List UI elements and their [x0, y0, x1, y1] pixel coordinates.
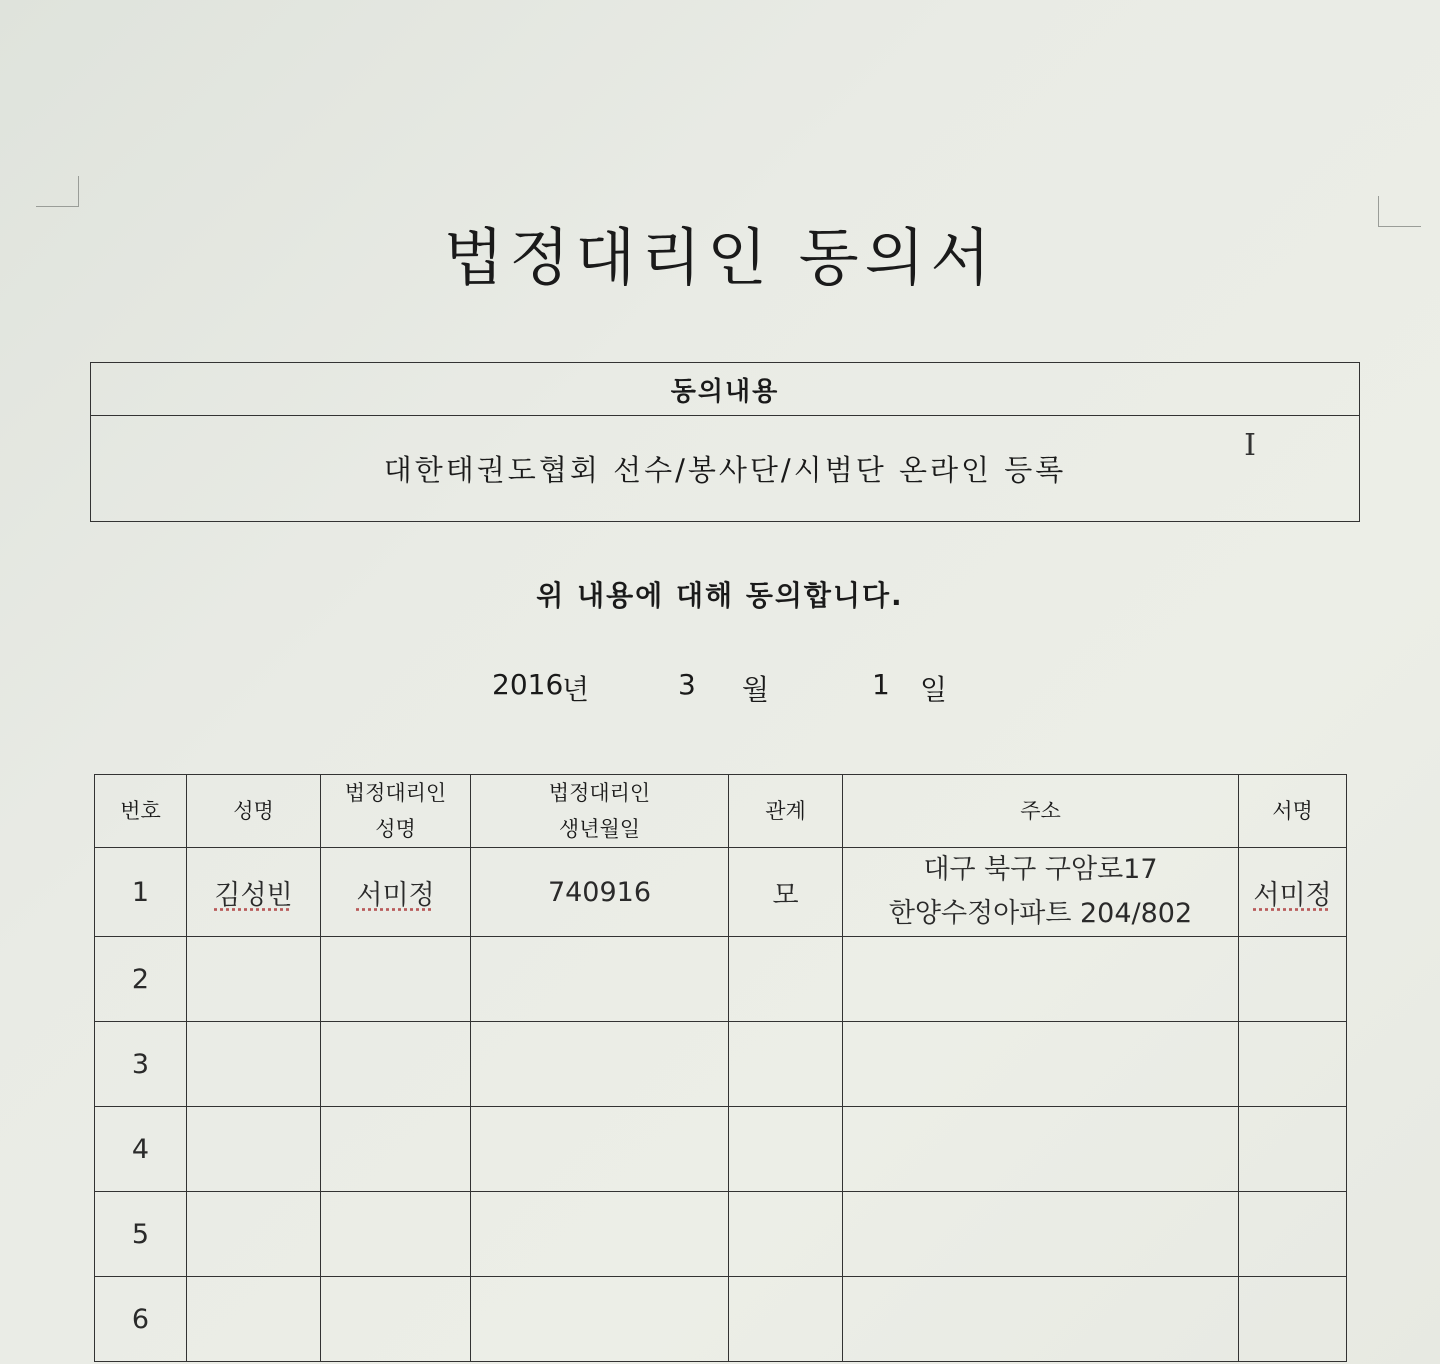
cell-name[interactable] — [187, 937, 321, 1022]
cell-no[interactable]: 6 — [95, 1277, 187, 1362]
cell-rep-birth[interactable] — [471, 1022, 729, 1107]
cell-relation[interactable] — [729, 1107, 843, 1192]
header-rep-birth-line2: 생년월일 — [558, 817, 641, 841]
cell-signature[interactable] — [1239, 1022, 1347, 1107]
cell-relation[interactable] — [729, 1022, 843, 1107]
text-cursor-icon: I — [1244, 428, 1259, 463]
cell-address[interactable] — [843, 937, 1239, 1022]
cell-signature[interactable] — [1239, 1107, 1347, 1192]
header-rep-birth-line1: 법정대리인 — [548, 781, 651, 805]
date-month-unit: 월 — [742, 673, 770, 706]
header-no: 번호 — [95, 775, 187, 848]
date-year-unit: 년 — [562, 673, 590, 706]
cell-rep-birth[interactable] — [471, 1277, 729, 1362]
date-year: 2016 — [492, 668, 564, 701]
cell-signature[interactable] — [1239, 937, 1347, 1022]
cell-relation[interactable] — [729, 937, 843, 1022]
cell-rep-name[interactable] — [321, 1192, 471, 1277]
cell-no[interactable]: 3 — [95, 1022, 187, 1107]
header-rep-name-line2: 성명 — [375, 817, 416, 841]
cell-rep-name[interactable] — [321, 848, 471, 937]
cell-address[interactable] — [843, 1277, 1239, 1362]
cell-address-line2: 한양수정아파트 204/802 — [888, 898, 1193, 929]
crop-mark-top-left — [36, 176, 79, 207]
cell-rep-name[interactable] — [321, 1107, 471, 1192]
cell-relation[interactable] — [729, 1192, 843, 1277]
consent-body-text: 대한태권도협회 선수/봉사단/시범단 온라인 등록 — [383, 452, 1067, 487]
table-row — [95, 937, 1347, 1022]
cell-no[interactable]: 2 — [95, 937, 187, 1022]
cell-address[interactable] — [843, 1107, 1239, 1192]
roster-table — [94, 774, 1347, 1362]
header-rep-birth — [471, 775, 729, 848]
cell-signature[interactable] — [1239, 1192, 1347, 1277]
header-rep-name — [321, 775, 471, 848]
cell-rep-birth[interactable] — [471, 1107, 729, 1192]
header-rep-name-line1: 법정대리인 — [344, 781, 447, 805]
cell-address[interactable] — [843, 1022, 1239, 1107]
cell-signature-text: 서미정 — [1253, 879, 1332, 911]
cell-rep-name[interactable] — [321, 937, 471, 1022]
cell-name-text: 김성빈 — [214, 879, 293, 911]
consent-header: 동의내용 — [91, 363, 1359, 416]
cell-address[interactable] — [843, 1192, 1239, 1277]
cell-name[interactable] — [187, 1192, 321, 1277]
cell-rep-name-text: 서미정 — [356, 879, 435, 911]
cell-name[interactable] — [187, 1277, 321, 1362]
cell-signature[interactable] — [1239, 848, 1347, 937]
cell-rep-birth[interactable]: 740916 — [471, 848, 729, 937]
consent-body[interactable] — [91, 416, 1359, 520]
cell-rep-birth[interactable] — [471, 1192, 729, 1277]
cell-rep-birth[interactable] — [471, 937, 729, 1022]
cell-no[interactable]: 4 — [95, 1107, 187, 1192]
header-address: 주소 — [843, 775, 1239, 848]
cell-name[interactable] — [187, 1107, 321, 1192]
agreement-statement: 위 내용에 대해 동의합니다. — [536, 579, 904, 612]
cell-name[interactable] — [187, 1022, 321, 1107]
cell-address-line1: 대구 북구 구암로17 — [923, 854, 1158, 885]
date-day-unit: 일 — [920, 673, 948, 706]
date-month: 3 — [678, 668, 696, 701]
header-name: 성명 — [187, 775, 321, 848]
cell-no[interactable]: 5 — [95, 1192, 187, 1277]
cell-rep-name[interactable] — [321, 1022, 471, 1107]
cell-name[interactable] — [187, 848, 321, 937]
table-row — [95, 1022, 1347, 1107]
consent-box — [90, 362, 1360, 522]
header-signature: 서명 — [1239, 775, 1347, 848]
cell-signature[interactable] — [1239, 1277, 1347, 1362]
table-header-row — [95, 775, 1347, 848]
table-row — [95, 1277, 1347, 1362]
cell-no[interactable]: 1 — [95, 848, 187, 937]
table-row — [95, 1107, 1347, 1192]
table-row — [95, 848, 1347, 937]
cell-relation[interactable] — [729, 1277, 843, 1362]
date-day: 1 — [872, 668, 890, 701]
header-relation: 관계 — [729, 775, 843, 848]
date-line — [492, 668, 960, 708]
cell-address[interactable] — [843, 848, 1239, 937]
document-title: 법정대리인 동의서 — [443, 221, 997, 294]
table-row — [95, 1192, 1347, 1277]
cell-rep-name[interactable] — [321, 1277, 471, 1362]
cell-relation[interactable]: 모 — [729, 848, 843, 937]
